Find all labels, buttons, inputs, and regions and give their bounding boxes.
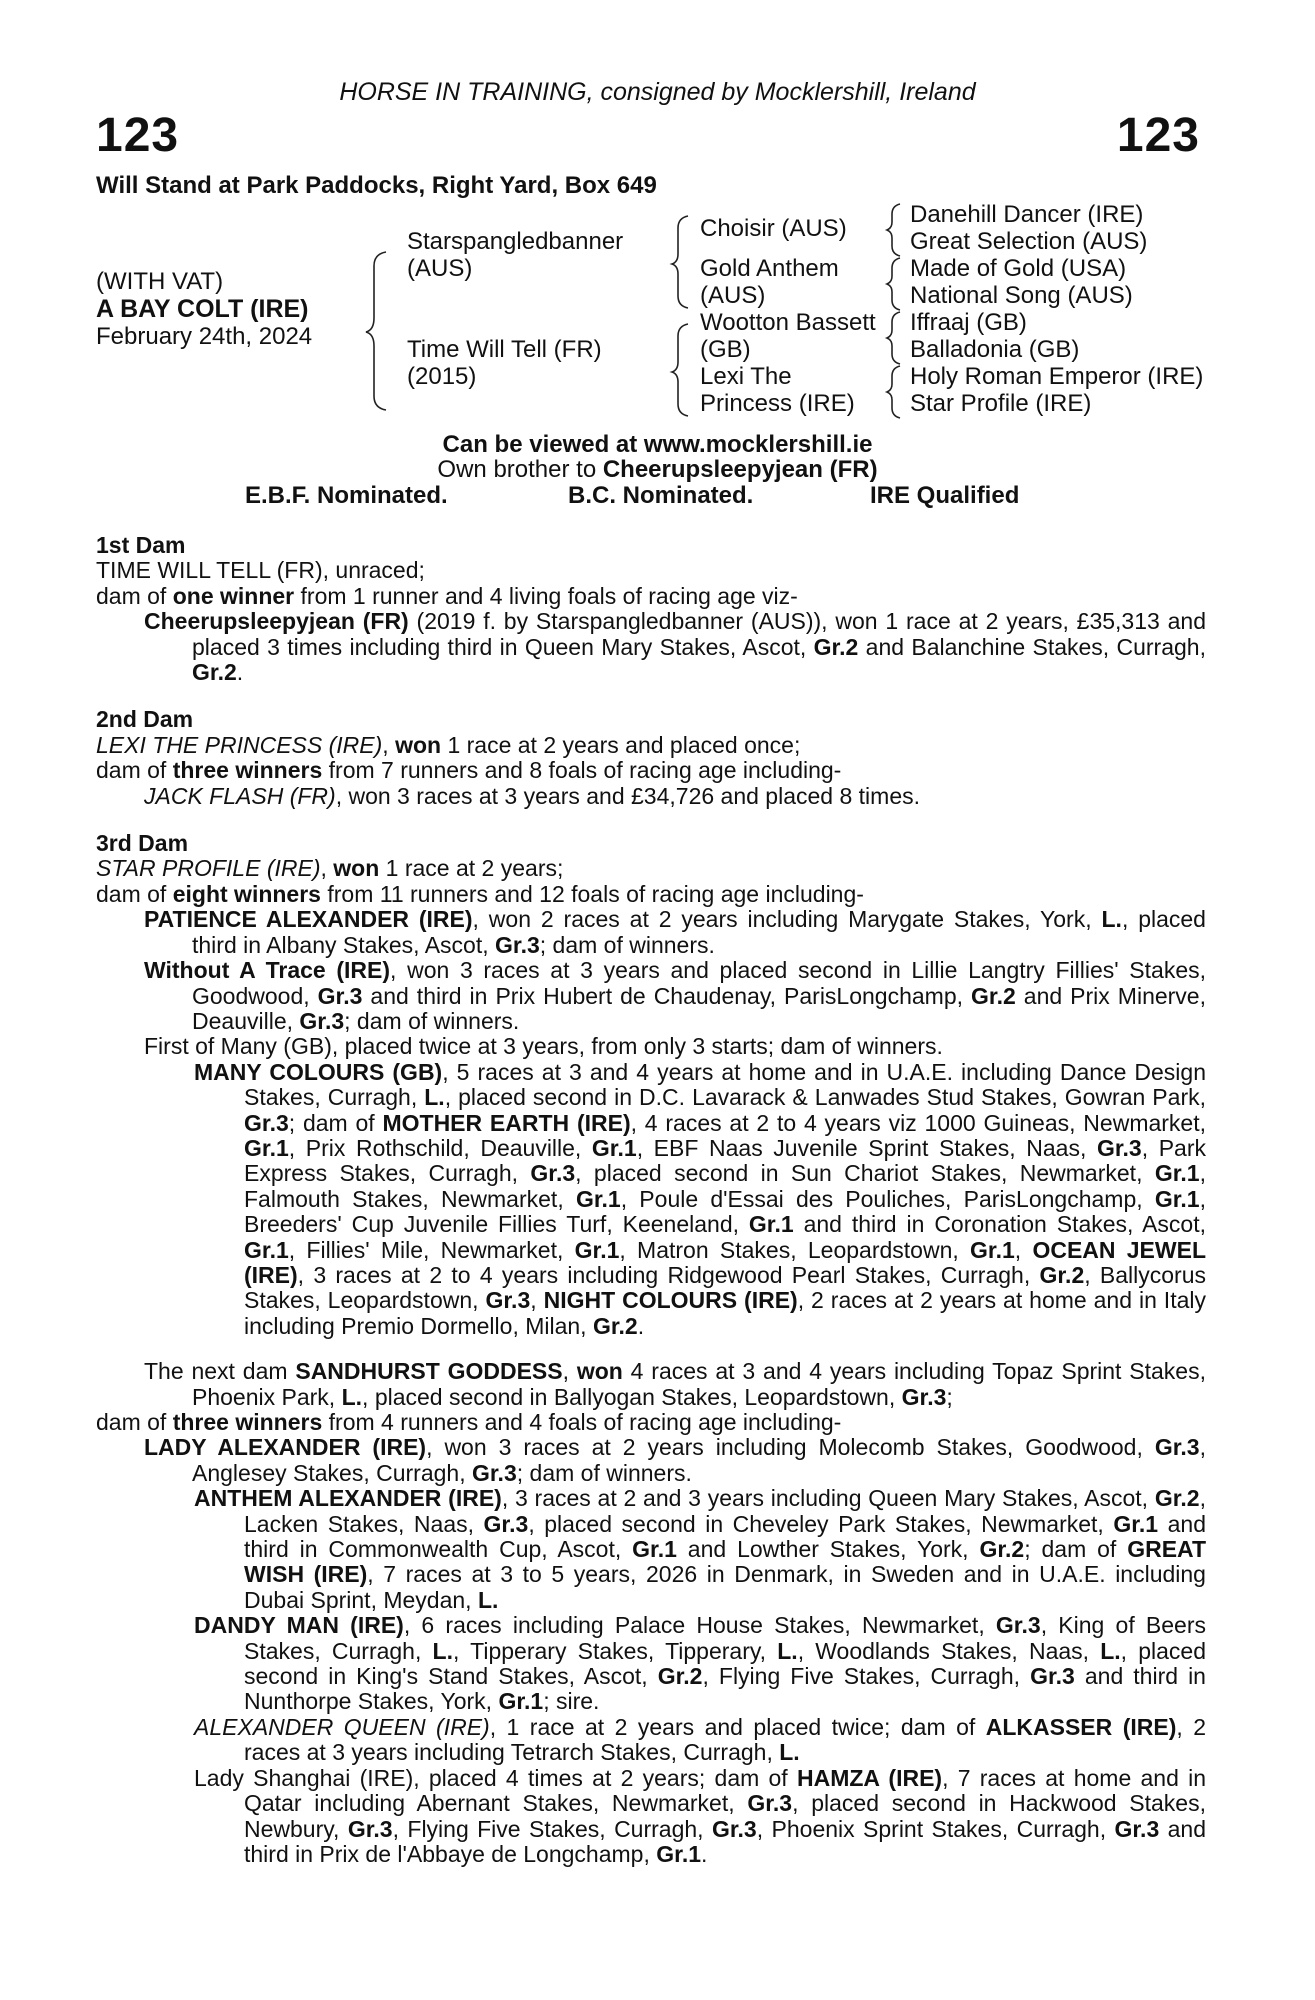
text-run: , Poule d'Essai des Pouliches, ParisLongchamp, <box>620 1185 1155 1212</box>
ire-status: IRE Qualified <box>870 482 1020 509</box>
text-run: and third in Prix Hubert de Chaudenay, ParisLongchamp, <box>362 982 972 1009</box>
text-run: , Tipperary Stakes, Tipperary, <box>453 1637 778 1664</box>
text-run: , 3 races at 2 and 3 years including Queen Mary Stakes, Ascot, <box>501 1485 1155 1512</box>
bold-run: won <box>576 1358 623 1385</box>
bold-run: Gr.2 <box>1154 1485 1200 1512</box>
bold-run: HAMZA (IRE) <box>796 1764 943 1791</box>
bold-run: L. <box>424 1084 445 1111</box>
bold-run: ALKASSER (IRE) <box>985 1713 1177 1740</box>
dam-brace <box>672 324 688 416</box>
bold-run: Gr.2 <box>971 982 1016 1009</box>
next-dam-descendant <box>96 1715 1206 1766</box>
bold-run: Gr.1 <box>498 1688 544 1715</box>
text-run: , 7 races at 3 to 5 years, 2026 in Denmark, in Sweden and in U.A.E. including Dubai Sprint, Meydan, <box>244 1561 1206 1613</box>
text-run: and third in Prix de l'Abbaye de Longchamp, <box>244 1815 1207 1867</box>
text-run: First of Many (GB), placed twice at 3 years, from only 3 starts; dam of winners. <box>144 1033 943 1060</box>
text-run: ; dam of <box>288 1109 383 1136</box>
sire-dam-l1: Gold Anthem <box>700 255 839 282</box>
sire-name: Starspangledbanner <box>407 228 624 255</box>
third-dam-entry <box>96 1034 1206 1059</box>
dam-year: (2015) <box>407 363 477 390</box>
bold-run: Gr.1 <box>244 1236 289 1263</box>
dam-name: Time Will Tell (FR) <box>407 336 602 363</box>
bold-run: MOTHER EARTH (IRE) <box>382 1109 631 1136</box>
bold-run: OCEAN JEWEL (IRE) <box>244 1236 1206 1288</box>
bold-run: Gr.3 <box>485 1287 531 1314</box>
text-run: , placed third in Albany Stakes, Ascot, <box>192 906 1206 958</box>
text-run: , <box>562 1358 577 1385</box>
second-dam-produce: dam of three winners from 7 runners and 8 foals of racing age including- <box>96 757 842 784</box>
brother-prefix: Own brother to <box>437 456 603 483</box>
bold-run: DANDY MAN (IRE) <box>194 1612 404 1639</box>
bold-run: L. <box>779 1739 800 1766</box>
second-dam-runner: JACK FLASH (FR), won 3 races at 3 years and £34,726 and placed 8 times. <box>144 782 920 809</box>
bold-run: MANY COLOURS (GB) <box>194 1058 443 1085</box>
text-run: , 2 races at 2 years at home and in Italy including Premio Dormello, Milan, <box>244 1287 1206 1339</box>
text-run: . <box>701 1840 708 1867</box>
dam-sire-sire: Iffraaj (GB) <box>910 309 1027 336</box>
ebf-status: E.B.F. Nominated. <box>245 482 448 509</box>
third-dam-entry <box>96 907 1206 958</box>
third-dam-entry <box>96 958 1206 1034</box>
catalogue-header: HORSE IN TRAINING, consigned by Mocklershill, Ireland <box>339 78 976 106</box>
text-run: , Fillies' Mile, Newmarket, <box>288 1236 575 1263</box>
text-run: ; dam of winners. <box>516 1459 692 1486</box>
first-dam-produce: dam of one winner from 1 runner and 4 living foals of racing age viz- <box>96 582 798 609</box>
bold-run: GREAT WISH (IRE) <box>244 1536 1207 1588</box>
stand-location: Will Stand at Park Paddocks, Right Yard, Box 649 <box>96 172 657 199</box>
bold-run: Gr.3 <box>747 1790 793 1817</box>
text-run: , won 2 races at 2 years including Marygate Stakes, York, <box>472 906 1102 933</box>
text-run: , <box>530 1287 544 1314</box>
sire-sire-dam: Great Selection (AUS) <box>910 228 1148 255</box>
text-run: , placed second in Sun Chariot Stakes, Newmarket, <box>575 1160 1155 1187</box>
bold-run: Gr.3 <box>530 1160 576 1187</box>
bold-run: Gr.1 <box>632 1536 677 1563</box>
text-run: , King of Beers Stakes, Curragh, <box>244 1612 1207 1664</box>
bold-run: L. <box>1100 1637 1121 1664</box>
bold-run: Gr.3 <box>1096 1134 1142 1161</box>
text-run: , placed second in Cheveley Park Stakes, Newmarket, <box>528 1510 1114 1537</box>
second-dam-line: LEXI THE PRINCESS (IRE), won 1 race at 2 years and placed once; <box>96 731 801 758</box>
next-dam-descendant <box>96 1766 1206 1868</box>
horse-dob: February 24th, 2024 <box>96 323 313 350</box>
dam-dam-l2: Princess (IRE) <box>700 390 855 417</box>
bold-run: Gr.3 <box>347 1815 393 1842</box>
next-dam-entry <box>96 1435 1206 1486</box>
next-dam-descendant <box>96 1486 1206 1613</box>
bold-run: Gr.1 <box>748 1211 794 1238</box>
sire-sire-brace <box>887 204 900 256</box>
bold-run: ANTHEM ALEXANDER (IRE) <box>194 1485 502 1512</box>
sire-dam-sire: Made of Gold (USA) <box>910 255 1127 282</box>
bold-run: SANDHURST GODDESS <box>295 1358 563 1385</box>
bold-run: Gr.1 <box>656 1840 702 1867</box>
text-run: ; sire. <box>543 1688 600 1715</box>
bold-run: Gr.1 <box>574 1236 620 1263</box>
text-run: , Park Express Stakes, Curragh, <box>244 1134 1206 1187</box>
bold-run: NIGHT COLOURS (IRE) <box>543 1287 798 1314</box>
sire-dam-l2: (AUS) <box>700 282 766 309</box>
bold-run: Without A Trace (IRE) <box>144 957 391 984</box>
sire-sire: Choisir (AUS) <box>700 215 847 242</box>
dam-dam-l1: Lexi The <box>700 363 792 390</box>
text-run: 4 races at 3 and 4 years including Topaz Sprint Stakes, Phoenix Park, <box>192 1358 1206 1410</box>
bold-run: Gr.3 <box>1030 1663 1075 1690</box>
bold-run: Gr.2 <box>979 1536 1025 1563</box>
third-dam-produce: dam of eight winners from 11 runners and 12 foals of racing age including- <box>96 880 864 907</box>
next-dam-line <box>96 1359 1206 1410</box>
main-pedigree-brace <box>366 252 386 410</box>
lot-number-right: 123 <box>1116 109 1200 162</box>
text-run: and third in Nunthorpe Stakes, York, <box>244 1663 1206 1715</box>
text-run: Lady Shanghai (IRE), placed 4 times at 2 years; dam of <box>194 1764 797 1791</box>
bold-run: Gr.1 <box>1113 1510 1159 1537</box>
italic-run: ALEXANDER QUEEN (IRE) <box>194 1713 490 1740</box>
text-run: , Lacken Stakes, Naas, <box>244 1485 1206 1537</box>
next-dam-produce <box>96 1410 1206 1435</box>
sire-dam-brace <box>887 258 900 310</box>
sire-origin: (AUS) <box>407 255 473 282</box>
bold-run: LADY ALEXANDER (IRE) <box>144 1434 427 1461</box>
dam-dam-brace <box>887 366 900 418</box>
bold-run: Gr.3 <box>495 931 540 958</box>
first-dam-winner: Cheerupsleepyjean (FR) (2019 f. by Starspangledbanner (AUS)), won 1 race at 2 years, £35,313 and placed 3 times including third in Queen Mary Stakes, Ascot, Gr.2 and Balanchine Stakes, Curragh, Gr.2. <box>144 608 1206 686</box>
bold-run: L. <box>432 1637 453 1664</box>
text-run: , placed second in Hackwood Stakes, Newbury, <box>244 1790 1206 1842</box>
bold-run: Gr.1 <box>1154 1160 1200 1187</box>
third-dam-line: STAR PROFILE (IRE), won 1 race at 2 years; <box>96 855 564 882</box>
first-dam-heading: 1st Dam <box>96 532 186 558</box>
bold-run: Gr.3 <box>299 1007 345 1034</box>
bold-run: Gr.1 <box>575 1185 621 1212</box>
text-run: , Prix Rothschild, Deauville, <box>288 1134 592 1161</box>
text-run: , 1 race at 2 years and placed twice; dam of <box>489 1713 986 1740</box>
bold-run: Gr.2 <box>657 1663 703 1690</box>
text-run: , 3 races at 2 to 4 years including Ridgewood Pearl Stakes, Curragh, <box>297 1261 1040 1288</box>
produce-record <box>96 533 1206 1867</box>
third-dam-descendant <box>96 1060 1206 1339</box>
bold-run: L. <box>477 1586 499 1613</box>
text-run: . <box>637 1312 645 1339</box>
bold-run: Gr.3 <box>244 1109 289 1136</box>
text-run: and Lowther Stakes, York, <box>676 1536 980 1563</box>
text-run: , Ballycorus Stakes, Leopardstown, <box>244 1261 1206 1314</box>
text-run: , won 3 races at 2 years including Molecomb Stakes, Goodwood, <box>426 1434 1155 1461</box>
text-run: ; dam of winners. <box>539 931 715 958</box>
brother-note <box>0 457 1315 482</box>
text-run: , 5 races at 3 and 4 years at home and in U.A.E. including Dance Design Stakes, Curragh, <box>244 1058 1206 1111</box>
text-run: , placed second in D.C. Lavarack & Lanwades Stud Stakes, Gowran Park, <box>444 1084 1206 1111</box>
dam-sire-brace <box>887 312 900 364</box>
text-run: , won 3 races at 3 years and placed second in Lillie Langtry Fillies' Stakes, Goodwood, <box>192 957 1207 1009</box>
bold-run: L. <box>1101 906 1122 933</box>
vat-note: (WITH VAT) <box>96 268 224 295</box>
text-run: , Falmouth Stakes, Newmarket, <box>244 1160 1206 1212</box>
second-dam-heading: 2nd Dam <box>96 706 194 733</box>
dam-sire-l2: (GB) <box>700 336 751 363</box>
next-dam-descendant <box>96 1613 1206 1715</box>
horse-name: A BAY COLT (IRE) <box>96 295 309 323</box>
sire-sire-sire: Danehill Dancer (IRE) <box>910 201 1144 228</box>
text-run: ; <box>946 1383 953 1410</box>
text-run: , Flying Five Stakes, Curragh, <box>392 1815 712 1842</box>
text-run: , Anglesey Stakes, Curragh, <box>192 1434 1206 1486</box>
bold-run: three winners <box>172 1409 323 1435</box>
text-run: ; dam of <box>1024 1536 1128 1563</box>
bold-run: Gr.3 <box>317 982 363 1009</box>
text-run: , Breeders' Cup Juvenile Fillies Turf, Keeneland, <box>244 1185 1206 1238</box>
bc-status: B.C. Nominated. <box>568 482 754 509</box>
bold-run: Gr.3 <box>471 1459 517 1486</box>
brother-name: Cheerupsleepyjean (FR) <box>602 456 878 483</box>
text-run: , 4 races at 2 to 4 years viz 1000 Guineas, Newmarket, <box>630 1109 1206 1136</box>
bold-run: Gr.3 <box>901 1383 947 1410</box>
sire-dam-dam: National Song (AUS) <box>910 282 1133 309</box>
bold-run: Gr.3 <box>1114 1815 1160 1842</box>
sire-brace <box>672 216 688 308</box>
bold-run: Gr.1 <box>970 1236 1015 1263</box>
bold-run: Gr.1 <box>591 1134 637 1161</box>
text-run: , 6 races including Palace House Stakes, Newmarket, <box>403 1612 996 1639</box>
text-run: , Flying Five Stakes, Curragh, <box>702 1663 1031 1690</box>
text-run: , 2 races at 3 years including Tetrarch Stakes, Curragh, <box>244 1713 1207 1766</box>
text-run: , Matron Stakes, Leopardstown, <box>619 1236 971 1263</box>
bold-run: PATIENCE ALEXANDER (IRE) <box>144 906 473 933</box>
text-run: and third in Commonwealth Cup, Ascot, <box>244 1510 1207 1563</box>
bold-run: Gr.1 <box>244 1134 289 1161</box>
bold-run: L. <box>777 1637 798 1664</box>
bold-run: Gr.3 <box>483 1510 529 1537</box>
bold-run: Gr.2 <box>592 1312 638 1339</box>
text-run: and third in Coronation Stakes, Ascot, <box>793 1211 1206 1238</box>
viewing-link[interactable]: Can be viewed at www.mocklershill.ie <box>442 431 873 458</box>
third-dam-heading: 3rd Dam <box>96 830 189 857</box>
first-dam-line: TIME WILL TELL (FR), unraced; <box>96 557 425 584</box>
lot-number-left: 123 <box>96 109 180 162</box>
text-run: dam of <box>96 1409 173 1435</box>
dam-sire-l1: Wootton Bassett <box>700 309 876 336</box>
text-run: , placed second in Ballyogan Stakes, Leopardstown, <box>362 1383 902 1410</box>
text-run: , EBF Naas Juvenile Sprint Stakes, Naas, <box>636 1134 1097 1161</box>
bold-run: Gr.1 <box>1154 1185 1200 1212</box>
text-run: from 4 runners and 4 foals of racing age including- <box>322 1409 842 1435</box>
text-run: , Phoenix Sprint Stakes, Curragh, <box>756 1815 1115 1842</box>
text-run: The next dam <box>144 1358 296 1385</box>
text-run: ; dam of winners. <box>344 1007 520 1034</box>
text-run: , 7 races at home and in Qatar including Abernant Stakes, Newmarket, <box>244 1764 1207 1817</box>
text-run: , <box>1014 1236 1033 1263</box>
bold-run: Gr.3 <box>711 1815 757 1842</box>
bold-run: Gr.3 <box>995 1612 1041 1639</box>
text-run: , Woodlands Stakes, Naas, <box>797 1637 1101 1664</box>
text-run: , placed second in King's Stand Stakes, Ascot, <box>244 1637 1207 1690</box>
dam-dam-sire: Holy Roman Emperor (IRE) <box>910 363 1204 390</box>
bold-run: L. <box>341 1383 363 1410</box>
bold-run: Gr.2 <box>1039 1261 1085 1288</box>
text-run: and Prix Minerve, Deauville, <box>192 982 1206 1034</box>
dam-dam-dam: Star Profile (IRE) <box>910 390 1092 417</box>
dam-sire-dam: Balladonia (GB) <box>910 336 1080 363</box>
bold-run: Gr.3 <box>1154 1434 1200 1461</box>
